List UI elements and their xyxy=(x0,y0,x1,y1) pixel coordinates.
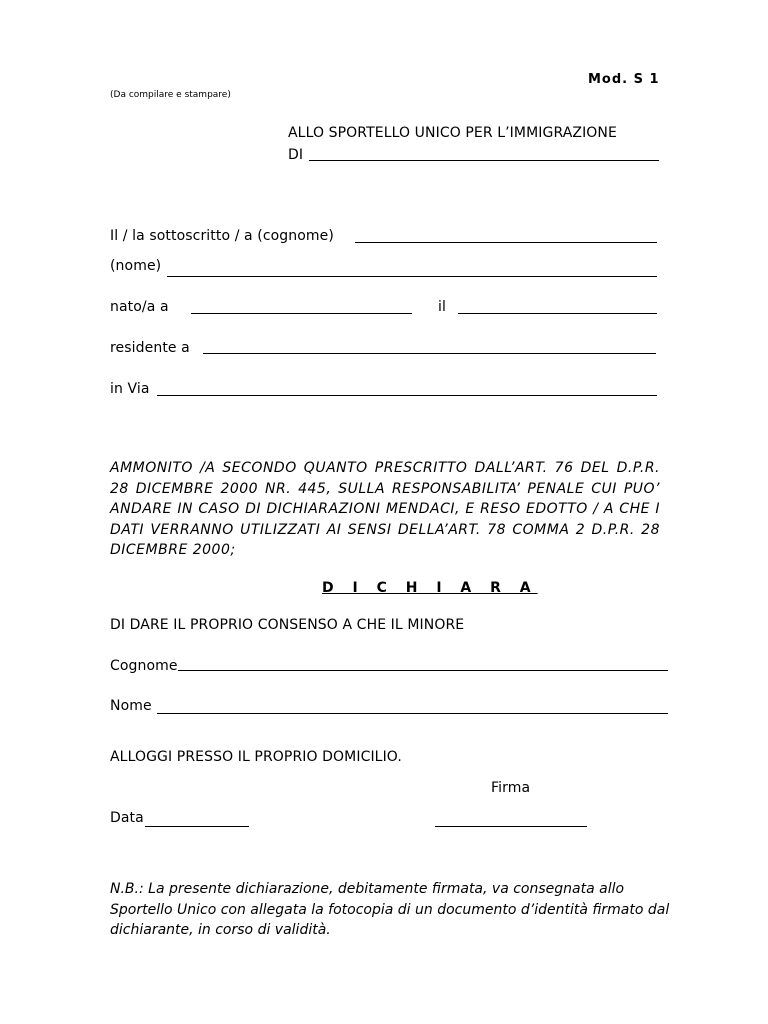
minor-name-field[interactable] xyxy=(157,713,668,714)
birthdate-label: il xyxy=(438,299,446,315)
minor-surname-field[interactable] xyxy=(178,670,668,671)
residence-field[interactable] xyxy=(203,353,656,354)
street-field[interactable] xyxy=(157,395,657,396)
form-code: Mod. S 1 xyxy=(588,72,660,87)
residence-statement: ALLOGGI PRESSO IL PROPRIO DOMICILIO. xyxy=(110,749,402,765)
fill-instruction: (Da compilare e stampare) xyxy=(110,90,231,100)
surname-label: Il / la sottoscritto / a (cognome) xyxy=(110,228,334,244)
minor-surname-label: Cognome xyxy=(110,658,178,674)
residence-label: residente a xyxy=(110,340,190,356)
surname-field[interactable] xyxy=(355,242,657,243)
declaration-title: D I C H I A R A xyxy=(322,580,538,596)
signature-field[interactable] xyxy=(435,826,587,827)
footnote: N.B.: La presente dichiarazione, debitamente firmata, va consegnata allo Sportello Unico con allegata la fotocopia di un documento d’identità firmato dal dichiarante, in corso di validità. xyxy=(110,881,670,939)
signature-label: Firma xyxy=(491,780,531,796)
minor-name-label: Nome xyxy=(110,698,152,714)
legal-warning: AMMONITO /A SECONDO QUANTO PRESCRITTO DALL’ART. 76 DEL D.P.R. 28 DICEMBRE 2000 NR. 445, SULLA RESPONSABILITA’ PENALE CUI PUO’ ANDARE IN CASO DI DICHIARAZIONI MENDACI, E RESO EDOTTO / A CHE I DATI VERRANNO UTILIZZATI AI SENSI DELLA’ART. 78 COMMA 2 D.P.R. 28 DICEMBRE 2000; xyxy=(110,460,660,559)
date-label: Data xyxy=(110,810,144,826)
birthdate-field[interactable] xyxy=(458,313,657,314)
name-label: (nome) xyxy=(110,258,162,274)
addressee-city-field[interactable] xyxy=(309,160,659,161)
addressee-di-label: DI xyxy=(288,147,304,163)
date-field[interactable] xyxy=(145,826,249,827)
birthplace-label: nato/a a xyxy=(110,299,169,315)
birthplace-field[interactable] xyxy=(191,313,412,314)
consent-text: DI DARE IL PROPRIO CONSENSO A CHE IL MINORE xyxy=(110,617,465,633)
name-field[interactable] xyxy=(167,276,657,277)
street-label: in Via xyxy=(110,381,150,397)
addressee-line1: ALLO SPORTELLO UNICO PER L’IMMIGRAZIONE xyxy=(288,125,617,141)
